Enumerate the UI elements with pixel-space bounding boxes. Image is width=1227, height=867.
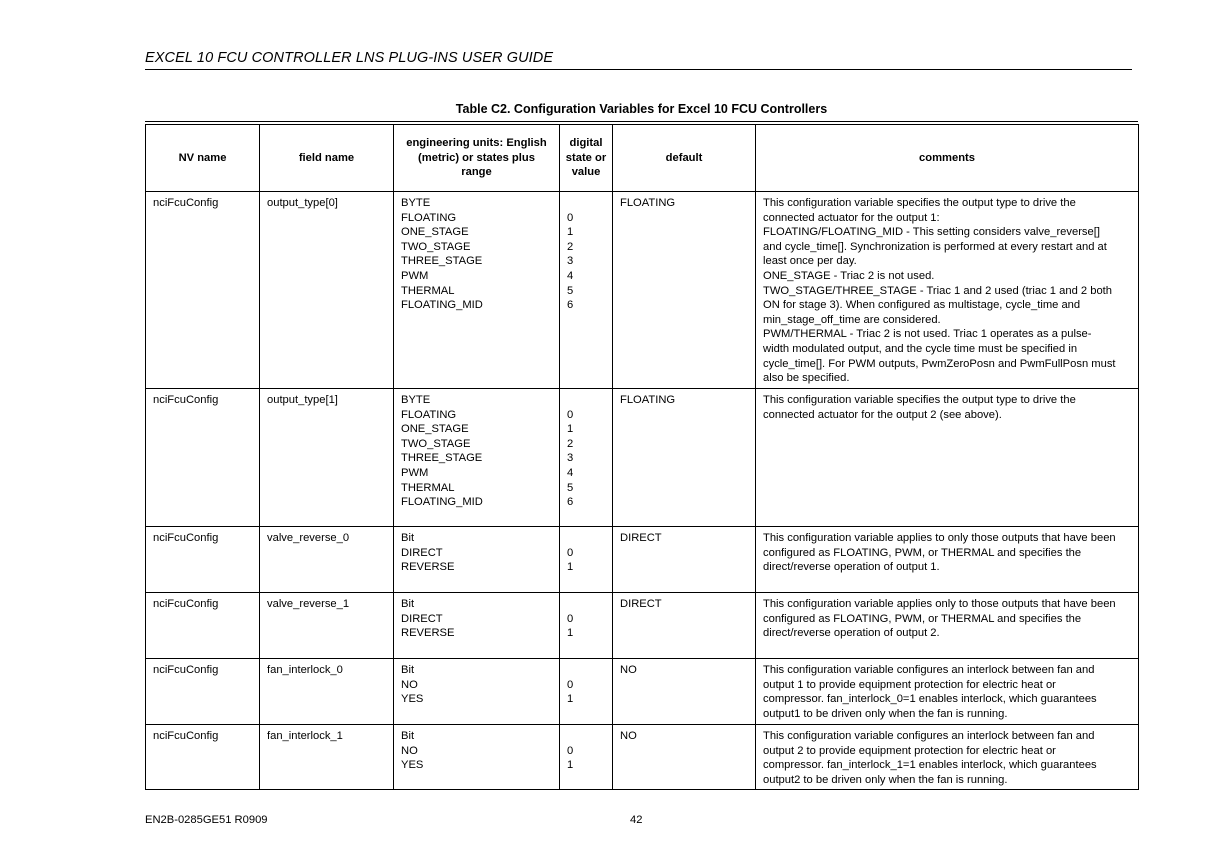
cell-line: 1	[567, 627, 574, 640]
units-cell	[394, 659, 560, 725]
cell-line: also be specified.	[763, 372, 850, 385]
cell-line: 5	[567, 481, 574, 494]
cell-line: YES	[401, 693, 424, 706]
table-header-row	[146, 125, 1139, 192]
cell-line: output 2 to provide equipment protection for electric heat or	[763, 744, 1056, 757]
page-number: 42	[630, 814, 643, 826]
table-row	[146, 389, 1139, 527]
units-cell	[394, 527, 560, 593]
cell-line: This configuration variable configures an interlock between fan and	[763, 730, 1095, 742]
cell-line: This configuration variable specifies the output type to drive the	[763, 394, 1076, 406]
cell-line: This configuration variable configures an interlock between fan and	[763, 664, 1095, 676]
cell-line: connected actuator for the output 2 (see above).	[763, 408, 1002, 421]
table-row	[146, 527, 1139, 593]
table-row	[146, 192, 1139, 389]
cell-line: cycle_time[]. For PWM outputs, PwmZeroPosn and PwmFullPosn must	[763, 357, 1116, 370]
cell-line: 6	[567, 299, 574, 312]
cell-line: DIRECT	[401, 612, 443, 625]
cell-line: PWM	[401, 466, 429, 479]
state-cell	[560, 192, 613, 389]
header-rule	[145, 69, 1132, 70]
units-cell	[394, 725, 560, 790]
cell-line: compressor. fan_interlock_0=1 enables interlock, which guarantees	[763, 693, 1097, 706]
nv-name-cell: nciFcuConfig	[146, 593, 260, 659]
units-cell	[394, 192, 560, 389]
config-variables-table	[145, 124, 1139, 790]
cell-line: 1	[567, 423, 574, 436]
nv-name-cell: nciFcuConfig	[146, 389, 260, 527]
default-cell: FLOATING	[613, 389, 756, 527]
cell-line: FLOATING_MID	[401, 496, 483, 509]
cell-line: 2	[567, 240, 574, 253]
cell-line: width modulated output, and the cycle time must be specified in	[763, 342, 1078, 355]
table-caption: Table C2. Configuration Variables for Excel 10 FCU Controllers	[455, 102, 828, 116]
default-cell: DIRECT	[613, 527, 756, 593]
cell-line: PWM/THERMAL - Triac 2 is not used. Triac 1 operates as a pulse-	[763, 328, 1092, 341]
cell-line: 3	[567, 452, 574, 465]
cell-line: 0	[567, 612, 574, 625]
nv-name-cell: nciFcuConfig	[146, 659, 260, 725]
column-header: field name	[260, 125, 394, 192]
cell-line: direct/reverse operation of output 1.	[763, 561, 940, 574]
cell-line: output 1 to provide equipment protection for electric heat or	[763, 678, 1056, 691]
cell-line: THERMAL	[401, 481, 455, 494]
cell-line: 1	[567, 693, 574, 706]
cell-line: TWO_STAGE	[401, 240, 471, 253]
comments-cell	[756, 389, 1139, 527]
cell-line: Bit	[401, 532, 415, 544]
cell-line: REVERSE	[401, 627, 455, 640]
state-cell	[560, 593, 613, 659]
nv-name-cell: nciFcuConfig	[146, 192, 260, 389]
cell-line: This configuration variable applies to only those outputs that have been	[763, 532, 1116, 544]
cell-line: BYTE	[401, 394, 431, 406]
table-body	[146, 192, 1139, 790]
cell-line: FLOATING	[401, 211, 457, 224]
comments-cell	[756, 659, 1139, 725]
state-cell	[560, 659, 613, 725]
cell-line: BYTE	[401, 197, 431, 209]
column-header: NV name	[146, 125, 260, 192]
field-name-cell: valve_reverse_1	[260, 593, 394, 659]
document-number: EN2B-0285GE51 R0909	[145, 814, 268, 826]
cell-line: REVERSE	[401, 561, 455, 574]
cell-line: NO	[401, 678, 418, 691]
cell-line: THERMAL	[401, 284, 455, 297]
cell-line: 0	[567, 546, 574, 559]
cell-line	[567, 393, 605, 408]
cell-line: compressor. fan_interlock_1=1 enables interlock, which guarantees	[763, 759, 1097, 772]
column-header: digital state or value	[560, 125, 613, 192]
table-frame	[145, 121, 1138, 790]
field-name-cell: output_type[1]	[260, 389, 394, 527]
cell-line: ONE_STAGE	[401, 226, 469, 239]
cell-line: configured as FLOATING, PWM, or THERMAL and specifies the	[763, 612, 1082, 625]
comments-cell	[756, 527, 1139, 593]
cell-line: Bit	[401, 598, 415, 610]
units-cell	[394, 389, 560, 527]
cell-line: ON for stage 3). When configured as multistage, cycle_time and	[763, 299, 1081, 312]
column-header: default	[613, 125, 756, 192]
cell-line: THREE_STAGE	[401, 255, 483, 268]
cell-line: 4	[567, 466, 574, 479]
cell-line: configured as FLOATING, PWM, or THERMAL and specifies the	[763, 546, 1082, 559]
cell-line: 0	[567, 211, 574, 224]
cell-line: DIRECT	[401, 546, 443, 559]
cell-line: ONE_STAGE - Triac 2 is not used.	[763, 269, 935, 282]
cell-line	[567, 663, 605, 678]
nv-name-cell: nciFcuConfig	[146, 527, 260, 593]
cell-line: 1	[567, 561, 574, 574]
comments-cell	[756, 725, 1139, 790]
column-header: engineering units: English (metric) or states plus range	[394, 125, 560, 192]
cell-line: direct/reverse operation of output 2.	[763, 627, 940, 640]
cell-line: 1	[567, 226, 574, 239]
cell-line: FLOATING	[401, 408, 457, 421]
cell-line: output2 to be driven only when the fan is running.	[763, 773, 1008, 786]
cell-line	[567, 729, 605, 744]
cell-line: This configuration variable specifies the output type to drive the	[763, 197, 1076, 209]
running-head: EXCEL 10 FCU CONTROLLER LNS PLUG-INS USER GUIDE	[145, 50, 554, 66]
field-name-cell: fan_interlock_0	[260, 659, 394, 725]
default-cell: DIRECT	[613, 593, 756, 659]
cell-line: NO	[401, 744, 418, 757]
cell-line: 5	[567, 284, 574, 297]
cell-line: Bit	[401, 730, 415, 742]
cell-line: and cycle_time[]. Synchronization is performed at every restart and at	[763, 240, 1107, 253]
cell-line: FLOATING_MID	[401, 299, 483, 312]
cell-line: least once per day.	[763, 255, 857, 268]
cell-line: output1 to be driven only when the fan is running.	[763, 707, 1008, 720]
nv-name-cell: nciFcuConfig	[146, 725, 260, 790]
cell-line: TWO_STAGE/THREE_STAGE - Triac 1 and 2 used (triac 1 and 2 both	[763, 284, 1113, 297]
cell-line: THREE_STAGE	[401, 452, 483, 465]
cell-line: min_stage_off_time are considered.	[763, 313, 941, 326]
state-cell	[560, 527, 613, 593]
cell-line: This configuration variable applies only to those outputs that have been	[763, 598, 1116, 610]
cell-line: FLOATING/FLOATING_MID - This setting considers valve_reverse[]	[763, 226, 1100, 239]
table-row	[146, 659, 1139, 725]
cell-line: 0	[567, 744, 574, 757]
cell-line: YES	[401, 759, 424, 772]
cell-line: 1	[567, 759, 574, 772]
state-cell	[560, 725, 613, 790]
cell-line	[567, 597, 605, 612]
field-name-cell: fan_interlock_1	[260, 725, 394, 790]
default-cell: NO	[613, 725, 756, 790]
cell-line: connected actuator for the output 1:	[763, 211, 940, 224]
comments-cell	[756, 192, 1139, 389]
table-row	[146, 593, 1139, 659]
field-name-cell: valve_reverse_0	[260, 527, 394, 593]
column-header: comments	[756, 125, 1139, 192]
cell-line: PWM	[401, 269, 429, 282]
default-cell: NO	[613, 659, 756, 725]
cell-line: 0	[567, 678, 574, 691]
cell-line: 6	[567, 496, 574, 509]
cell-line: 2	[567, 437, 574, 450]
cell-line: TWO_STAGE	[401, 437, 471, 450]
field-name-cell: output_type[0]	[260, 192, 394, 389]
cell-line: 0	[567, 408, 574, 421]
default-cell: FLOATING	[613, 192, 756, 389]
cell-line	[567, 196, 605, 211]
cell-line: ONE_STAGE	[401, 423, 469, 436]
cell-line: Bit	[401, 664, 415, 676]
cell-line: 3	[567, 255, 574, 268]
table-row	[146, 725, 1139, 790]
state-cell	[560, 389, 613, 527]
cell-line: 4	[567, 269, 574, 282]
cell-line	[567, 531, 605, 546]
comments-cell	[756, 593, 1139, 659]
units-cell	[394, 593, 560, 659]
